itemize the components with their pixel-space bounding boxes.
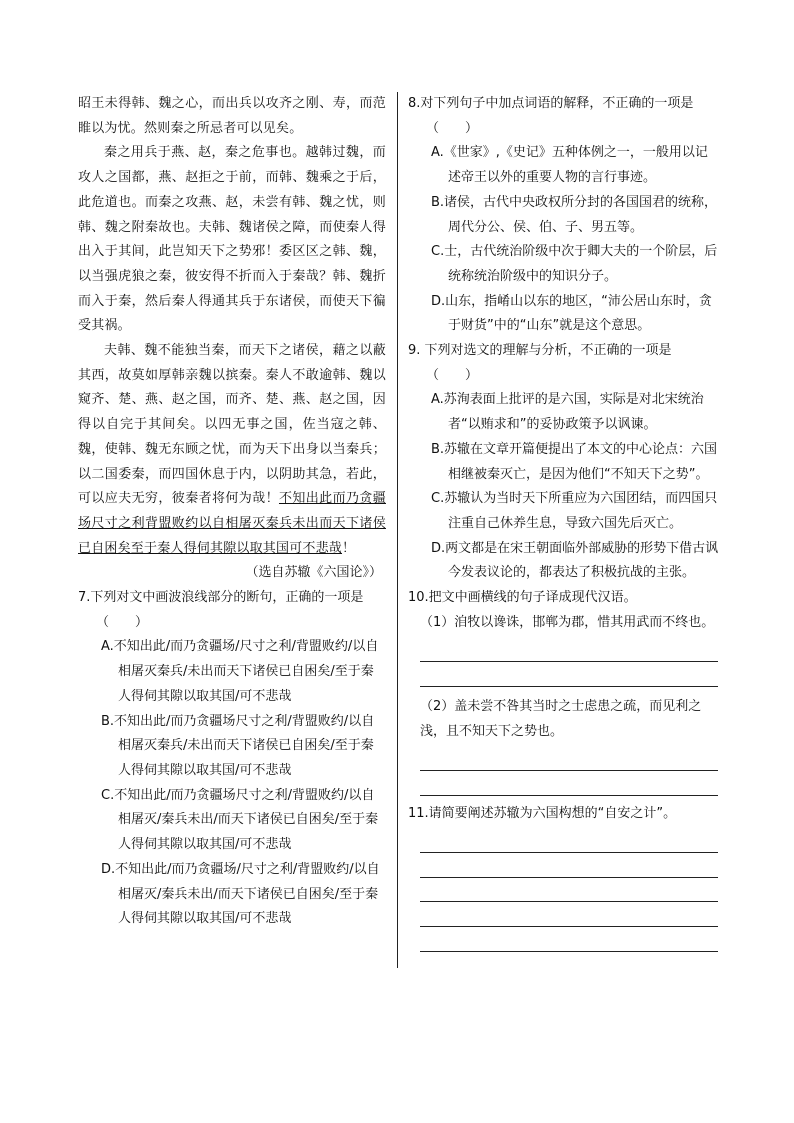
question-10 (408, 586, 720, 796)
question-8-option-d: D.山东，指崤山以东的地区，“沛公居山东时，贪于财货”中的“山东”就是这个意思。 (431, 293, 712, 334)
answer-line[interactable] (420, 902, 718, 927)
question-7 (78, 586, 386, 932)
question-7-option-d: D.不知出此/而乃贪疆场/尺寸之利/背盟败约/以自相屠灭/秦兵未出/而天下诸侯已自困矣/至于秦人得伺其隙以取其国/可不悲哉 (101, 861, 380, 927)
question-8-stem (408, 92, 720, 141)
question-8-stem-text: 8.对下列句子中加点词语的解释，不正确的一项是 (408, 96, 694, 111)
passage-paragraph-3-text: 夫韩、魏不能独当秦，而天下之诸侯，藉之以蔽其西，故莫如厚韩亲魏以摈秦。秦人不敢逾韩、魏以窥齐、楚、燕、赵之国，而齐、楚、燕、赵之国，因得以自完于其间矣。以四无事之国，佐当寇之韩、魏，使韩、魏无东顾之忧，而为天下出身以当秦兵；以二国委秦，而四国休息于内，以阴助其急，若此，可以应夫无穷，彼秦者将何为哉！ (78, 343, 386, 507)
answer-line[interactable] (420, 662, 718, 687)
question-10-sub-1: （1）洎牧以谗诛，邯郸为郡，惜其用武而不终也。 (420, 614, 715, 630)
question-10-stem: 10.把文中画横线的句子译成现代汉语。 (408, 590, 637, 606)
passage-paragraph-3 (78, 339, 386, 561)
question-9-stem-text: 9. 下列对选文的理解与分析，不正确的一项是 (408, 343, 672, 359)
answer-lines-10-1 (408, 637, 720, 686)
question-9-option-d: D.两文都是在宋王朝面临外部威胁的形势下借古讽今发表议论的，都表达了积极抗战的主张。 (431, 540, 719, 581)
question-9-option-c: C.苏辙认为当时天下所重应为六国团结，而四国只注重自己休养生息，导致六国先后灭亡。 (431, 491, 718, 531)
question-8-option-c: C.士，古代统治阶级中次于卿大夫的一个阶层，后统称统治阶级中的知识分子。 (431, 244, 718, 284)
passage-paragraph-3-end: ！ (342, 540, 356, 556)
question-7-option-c: C.不知出此/而乃贪疆场尺寸之利/背盟败约/以自相屠灭/秦兵未出/而天下诸侯已自困矣/至于秦人得伺其隙以取其国/可不悲哉 (101, 787, 379, 853)
wavy-underlined-sentence: 不知出此而乃贪疆场尺寸之利背盟败约以自相屠灭秦兵未出而天下诸侯已自困矣至于秦人得伺其隙以取其国可不悲哉 (78, 491, 386, 556)
question-9-stem (408, 339, 720, 388)
question-7-option-b: B.不知出此/而乃贪疆场尺寸之利/背盟败约/以自相屠灭秦兵/未出而天下诸侯已自困矣/至于秦人得伺其隙以取其国/可不悲哉 (101, 713, 375, 778)
question-9-option-a: A.苏洵表面上批评的是六国，实际是对北宋统治者“以贿求和”的妥协政策予以讽谏。 (431, 392, 704, 433)
passage-citation: （选自苏辙《六国论》） (245, 565, 382, 581)
answer-line[interactable] (420, 771, 718, 796)
passage-paragraph-1: 昭王未得韩、魏之心，而出兵以攻齐之刚、寿，而范睢以为忧。然则秦之所忌者可以见矣。 (78, 96, 386, 136)
answer-blank: （ ） (426, 120, 479, 136)
question-9 (408, 339, 720, 586)
passage-paragraph-2: 秦之用兵于燕、赵，秦之危事也。越韩过魏，而攻人之国都，燕、赵拒之于前，而韩、魏乘之于后，此危道也。而秦之攻燕、赵，未尝有韩、魏之忧，则韩、魏之附秦故也。夫韩、魏诸侯之障，而使秦人得出入于其间，此岂知天下之势邪！委区区之韩、魏，以当强虎狼之秦，彼安得不折而入于秦哉？韩、魏折而入于秦，然后秦人得通其兵于东诸侯，而使天下徧受其祸。 (78, 145, 386, 334)
question-7-stem-text: 7.下列对文中画波浪线部分的断句，正确的一项是 (78, 590, 364, 606)
right-column (408, 92, 720, 952)
answer-line[interactable] (420, 853, 718, 878)
column-divider (397, 92, 398, 968)
question-8 (408, 92, 720, 339)
answer-blank: （ ） (426, 367, 479, 383)
left-column (78, 92, 386, 932)
question-8-option-b: B.诸侯，古代中央政权所分封的各国国君的统称，周代分公、侯、伯、子、男五等。 (431, 194, 718, 235)
question-7-stem (78, 586, 386, 635)
answer-lines-11 (408, 828, 720, 951)
question-7-option-a: A.不知出此/而乃贪疆场/尺寸之利/背盟败约/以自相屠灭秦兵/未出而天下诸侯已自困矣/至于秦人得伺其隙以取其国/可不悲哉 (101, 639, 379, 704)
answer-blank: （ ） (96, 614, 149, 630)
question-11-stem: 11.请简要阐述苏辙为六国构想的“自安之计”。 (408, 805, 677, 821)
question-8-option-a: A.《世家》,《史记》五种体例之一，一般用以记述帝王以外的重要人物的言行事迹。 (431, 145, 708, 186)
answer-line[interactable] (420, 637, 718, 662)
answer-line[interactable] (420, 927, 718, 952)
answer-line[interactable] (420, 878, 718, 903)
answer-lines-10-2 (408, 746, 720, 795)
answer-line[interactable] (420, 828, 718, 853)
question-11 (408, 802, 720, 952)
answer-line[interactable] (420, 746, 718, 771)
question-10-sub-2: （2）盖未尝不咎其当时之士虑患之疏，而见利之浅，且不知天下之势也。 (420, 698, 702, 739)
question-9-option-b: B.苏辙在文章开篇便提出了本文的中心论点：六国相继被秦灭亡，是因为他们“不知天下之势”。 (431, 441, 718, 482)
